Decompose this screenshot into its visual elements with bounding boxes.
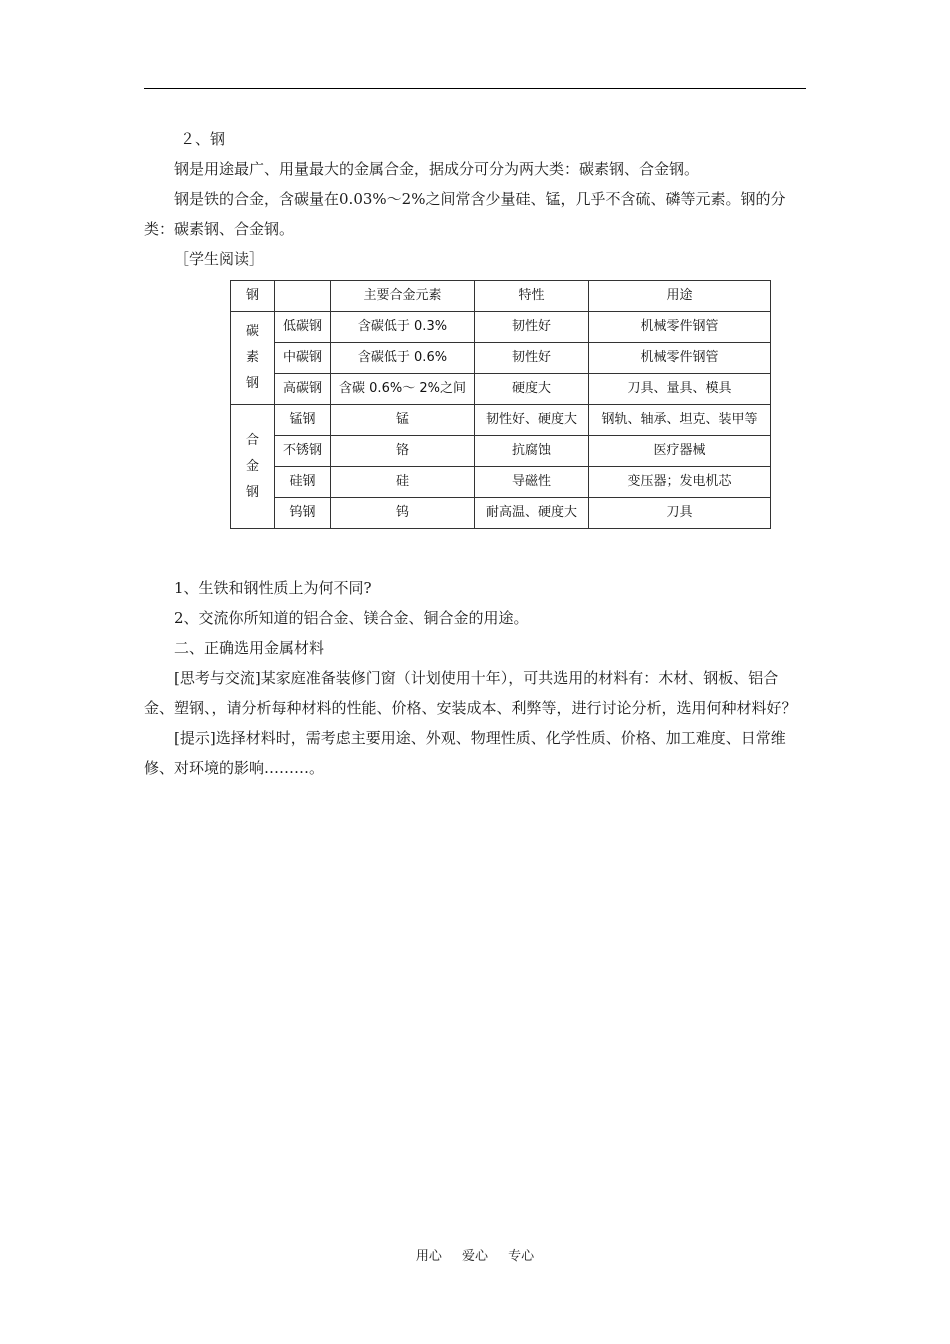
discussion-paragraph: [思考与交流]某家庭准备装修门窗（计划使用十年），可共选用的材料有：木材、钢板、铝合金、塑钢、，请分析每种材料的性能、价格、安装成本、利弊等，进行讨论分析，选用何种材料好？ xyxy=(144,669,797,717)
hint-paragraph: [提示]选择材料时，需考虑主要用途、外观、物理性质、化学性质、价格、加工难度、日常维修、对环境的影响………。 xyxy=(144,729,786,777)
table-header-cell: 用途 xyxy=(589,281,771,312)
footer-text: 爱心 xyxy=(461,1249,488,1264)
alloy-element-cell: 钨 xyxy=(331,498,475,529)
section-heading: ２、钢 xyxy=(180,130,226,148)
table-row xyxy=(231,498,771,529)
table-header-cell: 钢 xyxy=(231,281,275,312)
alloy-element-cell: 含碳 0.6%～ 2%之间 xyxy=(331,374,475,405)
category-cell-carbon-steel xyxy=(231,312,275,405)
use-cell: 钢轨、轴承、坦克、装甲等 xyxy=(589,405,771,436)
category-char: 碳 xyxy=(245,324,259,339)
use-cell: 机械零件钢管 xyxy=(589,343,771,374)
steel-table-wrapper xyxy=(230,280,806,529)
paragraph-steel-intro: 钢是用途最广、用量最大的金属合金，据成分可分为两大类：碳素钢、合金钢。 xyxy=(174,160,700,178)
category-cell-alloy-steel xyxy=(231,405,275,529)
paragraph-steel-definition: 钢是铁的合金，含碳量在0.03%～2%之间常含少量硅、锰，几乎不含硫、磷等元素。钢的分类：碳素钢、合金钢。 xyxy=(144,190,786,238)
property-cell: 韧性好、硬度大 xyxy=(475,405,589,436)
category-char: 钢 xyxy=(245,376,259,391)
steel-name-cell: 硅钢 xyxy=(275,467,331,498)
table-header-row xyxy=(231,281,771,312)
alloy-element-cell: 锰 xyxy=(331,405,475,436)
steel-name-cell: 锰钢 xyxy=(275,405,331,436)
property-cell: 抗腐蚀 xyxy=(475,436,589,467)
steel-name-cell: 高碳钢 xyxy=(275,374,331,405)
table-header-cell: 特性 xyxy=(475,281,589,312)
section-2-heading: 二、正确选用金属材料 xyxy=(174,639,325,657)
table-row xyxy=(231,467,771,498)
question-1: 1、生铁和钢性质上为何不同? xyxy=(174,579,372,597)
question-2: 2、交流你所知道的铝合金、镁合金、铜合金的用途。 xyxy=(174,609,529,627)
category-char: 钢 xyxy=(245,484,259,500)
property-cell: 导磁性 xyxy=(475,467,589,498)
table-row xyxy=(231,405,771,436)
use-cell: 机械零件钢管 xyxy=(589,312,771,343)
table-row xyxy=(231,343,771,374)
alloy-element-cell: 含碳低于 0.3% xyxy=(331,312,475,343)
page-footer xyxy=(0,1249,950,1265)
alloy-element-cell: 硅 xyxy=(331,467,475,498)
steel-name-cell: 中碳钢 xyxy=(275,343,331,374)
property-cell: 韧性好 xyxy=(475,312,589,343)
spacer xyxy=(144,529,806,573)
property-cell: 韧性好 xyxy=(475,343,589,374)
alloy-element-cell: 含碳低于 0.6% xyxy=(331,343,475,374)
footer-text: 用心 xyxy=(415,1249,442,1264)
steel-name-cell: 不锈钢 xyxy=(275,436,331,467)
use-cell: 医疗器械 xyxy=(589,436,771,467)
use-cell: 变压器；发电机芯 xyxy=(589,467,771,498)
document-body xyxy=(144,124,806,783)
steel-name-cell: 低碳钢 xyxy=(275,312,331,343)
table-row xyxy=(231,374,771,405)
category-char: 素 xyxy=(245,350,259,365)
table-row xyxy=(231,312,771,343)
table-row xyxy=(231,436,771,467)
table-header-cell xyxy=(275,281,331,312)
category-char: 金 xyxy=(245,458,259,474)
property-cell: 耐高温、硬度大 xyxy=(475,498,589,529)
use-cell: 刀具 xyxy=(589,498,771,529)
footer-text: 专心 xyxy=(508,1249,535,1264)
reading-label: ［学生阅读］ xyxy=(174,250,265,268)
category-char: 合 xyxy=(245,432,259,448)
header-rule xyxy=(144,88,806,89)
table-header-cell: 主要合金元素 xyxy=(331,281,475,312)
property-cell: 硬度大 xyxy=(475,374,589,405)
steel-classification-table xyxy=(230,280,771,529)
use-cell: 刀具、量具、模具 xyxy=(589,374,771,405)
steel-name-cell: 钨钢 xyxy=(275,498,331,529)
alloy-element-cell: 铬 xyxy=(331,436,475,467)
